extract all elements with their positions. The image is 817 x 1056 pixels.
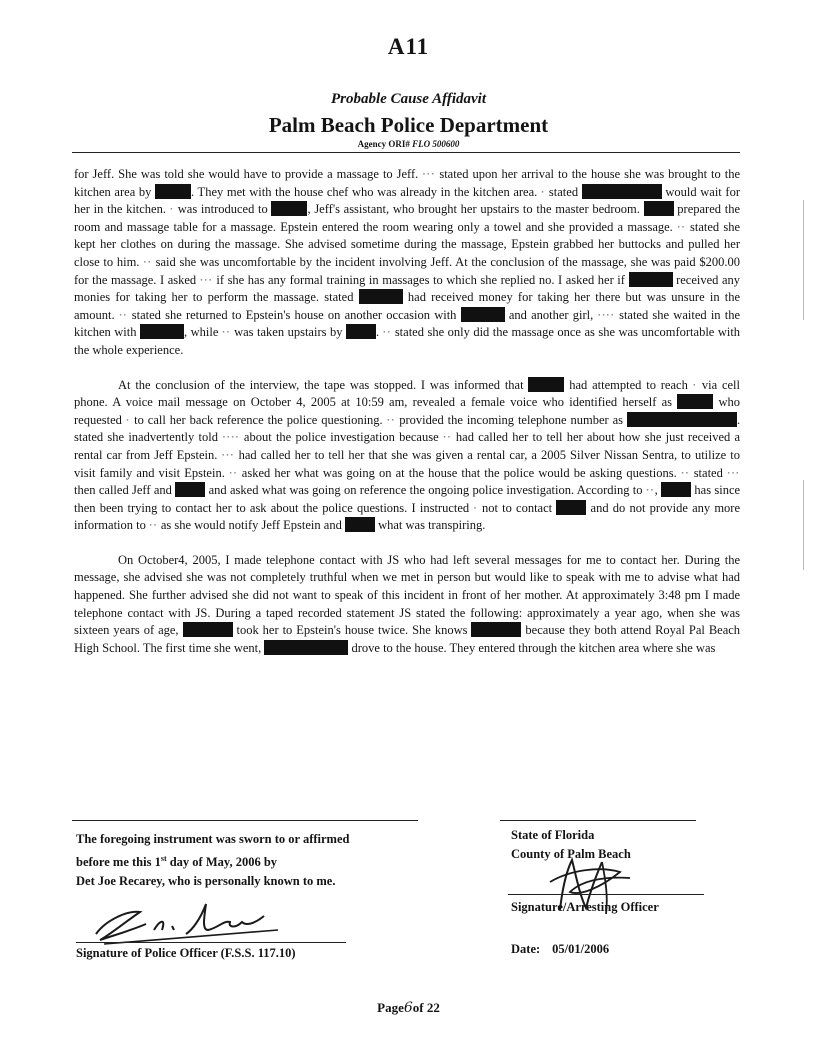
text-run: via cell phone. A voice mail message on October 4, 2005 at 10:59 am, revealed a female voice who identified herself as — [74, 377, 740, 410]
paragraph-3 — [74, 552, 740, 658]
redaction-bar — [677, 394, 713, 409]
redaction-bar — [644, 201, 674, 216]
redaction-bar — [556, 500, 586, 515]
redaction-bar — [471, 622, 521, 637]
sworn-statement — [76, 830, 436, 891]
text-run: was taken upstairs by — [234, 325, 343, 340]
text-run: provided the incoming telephone number as — [399, 412, 623, 427]
text-run: prepared the room and massage table for a massage. Epstein entered the room wearing only a towel and she provided a massage. — [74, 202, 740, 234]
redaction-bar — [461, 307, 505, 322]
text-run: if she has any formal training in massages to which she replied no. I asked her if — [216, 272, 625, 287]
text-run: and asked what was going on reference the ongoing police investigation. According to — [208, 483, 643, 498]
illegible-text: ⸱⸱ — [680, 465, 690, 480]
text-run: stated she waited in the kitchen with — [74, 307, 741, 340]
footer-divider-left — [72, 820, 418, 821]
text-run: has since then been trying to contact her to ask about the police questions. I instructed — [74, 483, 741, 515]
text-run: asked her what was going on at the house that the police would be asking questions. — [241, 465, 677, 480]
text-run: . — [736, 412, 741, 427]
redaction-bar — [528, 377, 564, 392]
illegible-text: ⸱⸱⸱⸱ — [222, 430, 240, 445]
text-run: . They met with the house chef who was already in the kitchen area. — [191, 184, 538, 199]
paragraph-1 — [74, 166, 740, 360]
redaction-bar — [627, 412, 737, 427]
text-run: , — [654, 483, 658, 498]
signature-date — [511, 942, 609, 957]
redaction-bar — [345, 517, 375, 532]
text-run: stated upon her arrival to the house she was brought to the kitchen area by — [74, 167, 741, 199]
text-run: had attempted to reach — [569, 377, 688, 392]
text-run: then called Jeff and — [74, 483, 172, 498]
illegible-text: ⸱⸱ — [677, 219, 686, 234]
illegible-text: ⸱ — [125, 412, 131, 427]
illegible-text: ⸱⸱ — [645, 483, 655, 498]
text-run: because they both attend Royal Pal Beach High School. The first time she went, — [74, 623, 741, 655]
date-label: Date: — [511, 942, 541, 956]
redaction-bar — [661, 482, 691, 497]
text-run: stated she kept her clothes on during the massage. She advised sometime during the massage, Epstein grabbed her buttocks and pulled her close to him. — [74, 219, 741, 269]
redaction-bar — [264, 640, 348, 655]
police-signature-label: Signature of Police Officer (F.S.S. 117.10) — [76, 946, 296, 960]
illegible-text: ⸱ — [540, 184, 546, 199]
illegible-text: ⸱⸱⸱⸱ — [597, 307, 615, 322]
redaction-bar — [359, 289, 403, 304]
text-run: stated — [548, 184, 579, 199]
redaction-bar — [183, 622, 233, 637]
ori-label: Agency ORI# — [357, 139, 410, 149]
exhibit-label: A11 — [387, 34, 430, 59]
text-run: not to contact — [481, 500, 553, 515]
illegible-text: ⸱⸱⸱ — [422, 167, 436, 181]
redaction-bar — [582, 184, 662, 199]
state-label: State of Florida — [511, 828, 595, 842]
illegible-text: ⸱⸱ — [228, 465, 238, 480]
paragraph-2 — [74, 377, 740, 535]
text-run: took her to Epstein's house twice. She knows — [236, 623, 468, 638]
page-number: Page6of 22 — [377, 1000, 440, 1016]
text-run: received any monies for taking her to perform the massage. — [74, 272, 741, 305]
text-run: stated she inadvertently told — [74, 430, 218, 445]
officer-signature-line — [508, 894, 704, 895]
text-run: had called her to tell her about how she just received a rental car from Jeff Epstein. — [74, 430, 741, 462]
text-run: stated she returned to Epstein's house on another occasion with — [131, 307, 457, 322]
text-run: about the police investigation because — [243, 430, 439, 445]
date-value: 05/01/2006 — [552, 942, 610, 956]
agency-ori — [0, 139, 817, 149]
text-run: . — [375, 325, 380, 340]
text-run: had called her to tell her that she was given a rental car, a 2005 Silver Nissan Sentra, to utilize to visit family and visit Epstein. — [74, 447, 740, 480]
redaction-bar — [629, 272, 673, 287]
header-divider — [72, 152, 740, 153]
redaction-bar — [271, 201, 307, 216]
police-signature-line — [76, 942, 346, 943]
police-officer-signature — [88, 890, 288, 950]
scan-edge-mark — [803, 200, 804, 320]
text-run: as she would notify Jeff Epstein and — [160, 518, 342, 533]
scan-edge-mark — [803, 480, 804, 570]
illegible-text: ⸱⸱ — [386, 412, 396, 427]
illegible-text: ⸱⸱ — [118, 307, 128, 322]
illegible-text: ⸱ — [169, 202, 175, 217]
text-run: and another girl, — [508, 307, 594, 322]
illegible-text: ⸱ — [692, 377, 698, 392]
redaction-bar — [155, 184, 191, 199]
county-label: County of Palm Beach — [511, 847, 631, 861]
officer-signature-label: Signature/Arresting Officer — [511, 900, 659, 914]
illegible-text: ⸱⸱⸱ — [199, 272, 213, 287]
page-current: 6 — [403, 1000, 413, 1016]
text-run: for Jeff. She was told she would have to provide a massage to Jeff. — [74, 167, 419, 181]
text-run: who requested — [74, 395, 741, 427]
illegible-text: ⸱⸱ — [221, 325, 231, 340]
footer-divider-right — [500, 820, 696, 821]
illegible-text: ⸱⸱ — [149, 518, 158, 533]
document-subtitle: Probable Cause Affidavit — [331, 91, 486, 107]
text-run: stated she only did the massage once as she was uncomfortable with the whole experience. — [74, 325, 741, 357]
text-run: and do not provide any more information to — [74, 500, 740, 533]
illegible-text: ⸱⸱⸱ — [221, 447, 235, 462]
sworn-line: Det Joe Recarey, who is personally known to me. — [76, 874, 336, 889]
redaction-bar — [175, 482, 205, 497]
text-run: to call her back reference the police questioning. — [134, 412, 383, 427]
text-run: was introduced to — [177, 202, 268, 217]
redaction-bar — [346, 324, 376, 339]
redaction-bar — [140, 324, 184, 339]
text-run: stated — [324, 290, 354, 305]
text-run: , Jeff's assistant, who brought her upstairs to the master bedroom. — [307, 202, 640, 217]
illegible-text: ⸱⸱ — [143, 254, 152, 269]
ori-value: FLO 500600 — [412, 139, 460, 149]
text-run: said she was uncomfortable by the incident involving Jeff. At the conclusion of the massage, she was paid $200.00 for the massage. I asked — [74, 254, 741, 287]
department-title: Palm Beach Police Department — [268, 113, 549, 137]
affidavit-body — [74, 166, 740, 657]
illegible-text: ⸱ — [473, 500, 478, 515]
text-run: drove to the house. They entered through the kitchen area where she was — [351, 640, 716, 655]
text-run: At the conclusion of the interview, the tape was stopped. I was informed that — [118, 377, 524, 392]
sworn-line: The foregoing instrument was sworn to or affirmed — [76, 832, 350, 846]
illegible-text: ⸱⸱ — [442, 430, 452, 445]
text-run: what was transpiring. — [378, 518, 486, 533]
illegible-text: ⸱⸱⸱ — [726, 465, 741, 480]
text-run: , while — [184, 325, 219, 340]
text-run: had received money for taking her there but was unsure in the amount. — [74, 290, 741, 322]
text-run: would wait for her in the kitchen. — [74, 184, 740, 217]
sworn-line: before me this 1st day of May, 2006 by — [76, 854, 278, 870]
text-run: stated — [693, 465, 723, 480]
illegible-text: ⸱⸱ — [382, 325, 392, 340]
text-run: On October4, 2005, I made telephone contact with JS who had left several messages for me to contact her. During the message, she advised she was not completely truthful when we met in person but would like to speak with me to advise what had happened. She further advised she did not want to speak of this incident in front of her mother. At approximately 3:48 pm I made telephone contact with JS. During a taped recorded statement JS stated the following: approximately a year ago, when she was sixteen years of age, — [74, 552, 740, 638]
